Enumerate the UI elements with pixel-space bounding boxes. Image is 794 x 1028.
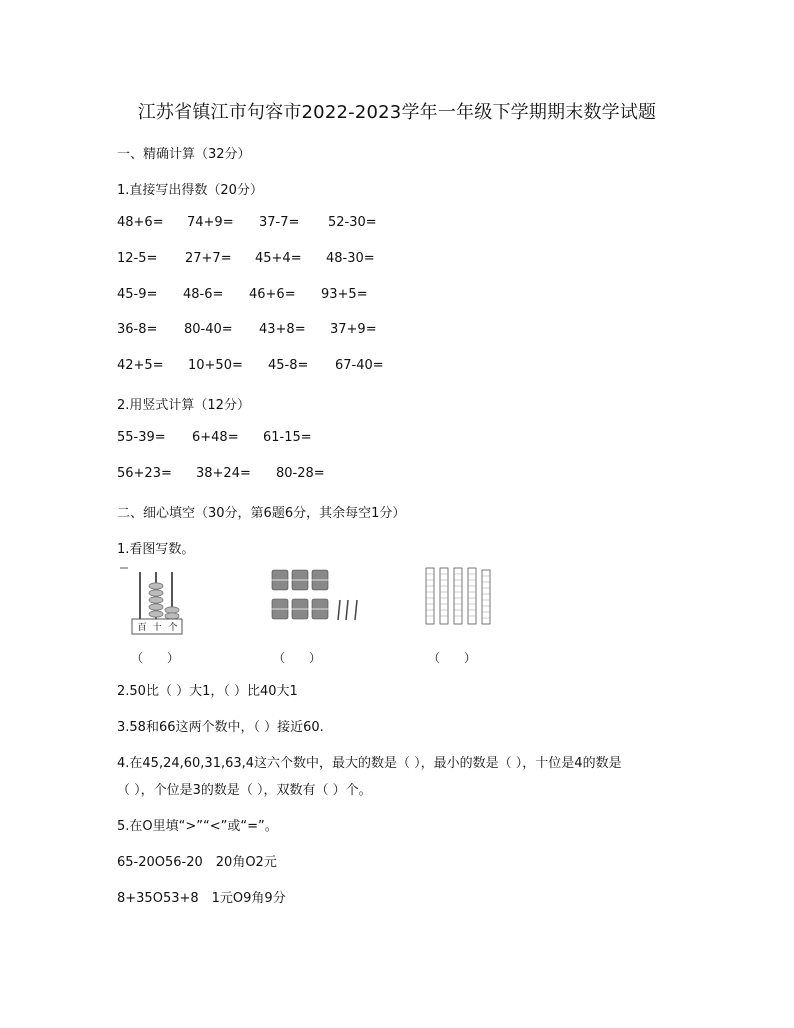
calc-item: 43+8= — [259, 322, 306, 337]
page-title: 江苏省镇江市句容市2022-2023学年一年级下学期期末数学试题 — [137, 102, 657, 123]
compare-row-2: 8+35O53+8 1元O9角9分 — [117, 891, 286, 906]
answer-blank-sticks[interactable]: （ ） — [273, 651, 322, 665]
calc-item: 38+24= — [196, 466, 251, 481]
abacus-label-hundreds: 百 — [137, 623, 147, 633]
stick-bundles-figure — [266, 568, 366, 626]
calc-item: 56+23= — [117, 466, 172, 481]
calc-item: 10+50= — [188, 358, 243, 373]
calc-row — [117, 287, 368, 302]
calc-item: 93+5= — [321, 287, 368, 302]
compare-row-1: 65-20O56-20 20角O2元 — [117, 855, 277, 870]
calc-item: 45-8= — [268, 358, 309, 373]
calc-item: 36-8= — [117, 322, 158, 337]
calc-row — [117, 358, 384, 373]
calc-row — [117, 322, 377, 337]
calc-item: 27+7= — [185, 251, 232, 266]
calc-item: 37-7= — [259, 215, 300, 230]
calc-item: 48-6= — [183, 287, 224, 302]
calc-item: 37+9= — [330, 322, 377, 337]
question-1-label: 1.直接写出得数（20分） — [117, 183, 263, 198]
section-1-heading: 一、精确计算（32分） — [117, 147, 251, 162]
answer-blank-cubes[interactable]: （ ） — [428, 651, 477, 665]
section-2-heading: 二、细心填空（30分，第6题6分，其余每空1分） — [117, 506, 406, 521]
question-2-3: 3.58和66这两个数中，（ ）接近60. — [117, 720, 324, 735]
abacus-label-tens: 十 — [152, 623, 162, 633]
question-2-label: 2.用竖式计算（12分） — [117, 398, 250, 413]
calc-item: 48-30= — [326, 251, 375, 266]
calc-item: 61-15= — [263, 430, 312, 445]
calc-item: 74+9= — [187, 215, 234, 230]
question-look-write-label: 1.看图写数。 — [117, 542, 195, 557]
calc-item: 80-40= — [184, 322, 233, 337]
calc-row — [117, 251, 375, 266]
calc-item: 45+4= — [255, 251, 302, 266]
question-2-5-label: 5.在O里填“>”“<”或“=”。 — [117, 819, 278, 834]
calc-item: 80-28= — [276, 466, 325, 481]
calc-item: 45-9= — [117, 287, 158, 302]
calc-item: 55-39= — [117, 430, 166, 445]
calc-row — [117, 215, 377, 230]
calc-item: 42+5= — [117, 358, 164, 373]
question-2-4-line-2: （ ），个位是3的数是（ ），双数有（ ）个。 — [117, 783, 372, 798]
calc-item: 48+6= — [117, 215, 164, 230]
calc-item: 67-40= — [335, 358, 384, 373]
vertical-calc-row — [117, 430, 312, 445]
question-2-4-line-1: 4.在45,24,60,31,63,4这六个数中，最大的数是（ ），最小的数是（ ），十位是4的数是 — [117, 756, 622, 771]
answer-blank-abacus[interactable]: （ ） — [131, 651, 180, 665]
abacus-label-ones: 个 — [168, 623, 178, 633]
vertical-calc-row — [117, 466, 325, 481]
calc-item: 46+6= — [249, 287, 296, 302]
calc-item: 12-5= — [117, 251, 158, 266]
calc-item: 6+48= — [192, 430, 239, 445]
cube-towers-figure — [423, 566, 495, 628]
question-2-2: 2.50比（ ）大1，（ ）比40大1 — [117, 684, 298, 699]
abacus-figure — [118, 566, 190, 638]
calc-item: 52-30= — [328, 215, 377, 230]
